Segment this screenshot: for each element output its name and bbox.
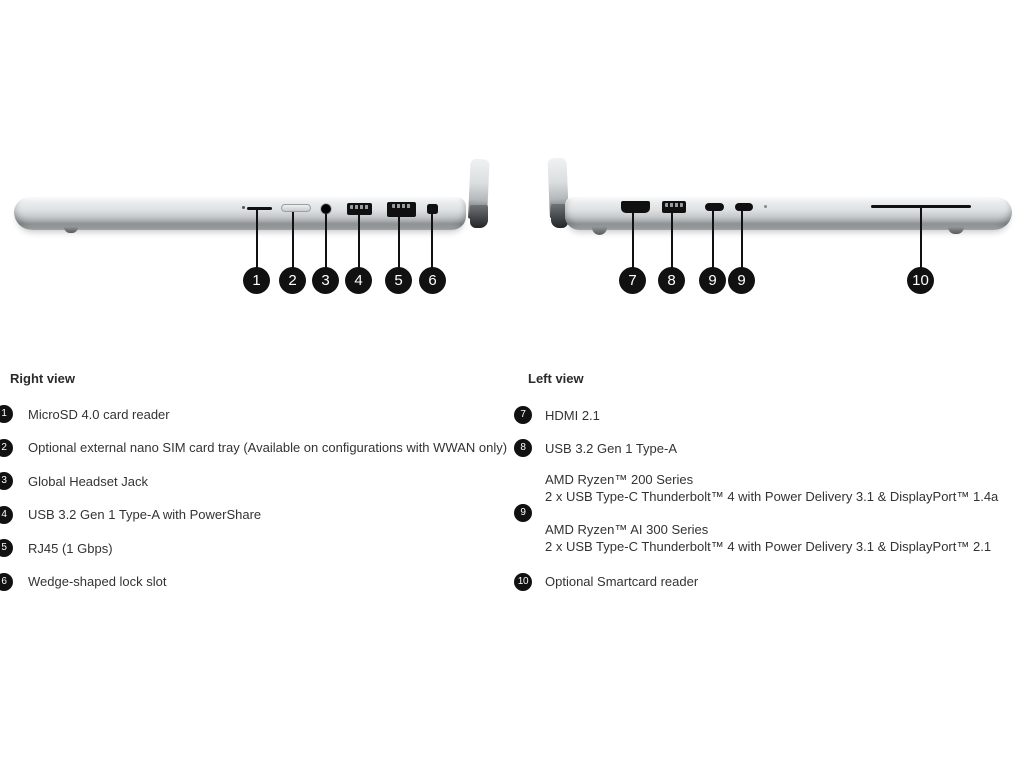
legend-item-6 [0, 573, 167, 591]
legend-item-10-badge: 10 [514, 573, 532, 591]
legend-item-3 [0, 472, 148, 490]
leader-line [325, 214, 327, 268]
legend-item-7-label: HDMI 2.1 [545, 407, 600, 423]
right-view-legend-title: Right view [10, 371, 76, 386]
legend-item-3-label: Global Headset Jack [28, 473, 148, 489]
indicator-dot [764, 205, 767, 208]
legend-item-4-label: USB 3.2 Gen 1 Type-A with PowerShare [28, 507, 262, 522]
spec-detail: 2 x USB Type-C Thunderbolt™ 4 with Power Delivery 3.1 & DisplayPort™ 1.4a [545, 488, 999, 504]
hdmi-port [621, 201, 650, 213]
usb-a-pins [665, 203, 683, 207]
callout-5 [385, 267, 412, 294]
legend-item-3-badge: 3 [0, 472, 13, 490]
callout-9a-number: 9 [708, 272, 717, 289]
legend-item-9-badge: 9 [514, 504, 532, 522]
usb-a-pins [350, 205, 369, 209]
callout-9a [699, 267, 726, 294]
leader-line [920, 208, 922, 268]
legend-item-1-label: MicroSD 4.0 card reader [28, 406, 170, 422]
legend-item-4 [0, 506, 261, 524]
leader-line [358, 215, 360, 268]
legend-item-6-label: Wedge-shaped lock slot [28, 574, 167, 589]
leader-line [292, 212, 294, 268]
callout-2-number: 2 [288, 272, 297, 289]
legend-item-4-badge: 4 [0, 506, 13, 524]
callout-4 [345, 267, 372, 294]
microsd-indicator-dot [242, 206, 245, 209]
leader-line [712, 211, 714, 268]
callout-7 [619, 267, 646, 294]
legend-item-10-label: Optional Smartcard reader [545, 574, 699, 589]
legend-item-1 [0, 405, 170, 423]
rubber-foot [948, 227, 964, 234]
legend-item-7 [514, 406, 600, 424]
rj45-pins [392, 204, 411, 208]
leader-line [671, 213, 673, 268]
usb-a-port [662, 201, 686, 213]
leader-line [431, 214, 433, 268]
sim-tray [281, 204, 311, 212]
callout-1 [243, 267, 270, 294]
callout-8 [658, 267, 685, 294]
callout-9b [728, 267, 755, 294]
callout-9b-number: 9 [737, 272, 746, 289]
callout-10 [907, 267, 934, 294]
callout-3 [312, 267, 339, 294]
legend-item-8 [514, 439, 677, 457]
legend-item-8-badge: 8 [514, 439, 532, 457]
headset-jack [321, 204, 331, 214]
usb-a-port [347, 203, 372, 215]
callout-3-number: 3 [321, 272, 330, 289]
usb-c-port [735, 203, 753, 211]
spec-group-ryzen-200 [545, 472, 998, 505]
leader-line [256, 210, 258, 268]
callout-1-number: 1 [252, 272, 261, 289]
rubber-foot [64, 227, 78, 233]
spec-title: AMD Ryzen™ 200 Series [545, 472, 694, 487]
leader-line [741, 211, 743, 268]
callout-10-number: 10 [912, 272, 929, 289]
legend-item-5-label: RJ45 (1 Gbps) [28, 540, 113, 556]
spec-group-ryzen-ai-300 [545, 522, 998, 555]
callout-8-number: 8 [667, 272, 676, 289]
legend-item-10 [514, 573, 698, 591]
left-view-legend-title: Left view [528, 371, 584, 386]
callout-5-number: 5 [394, 272, 403, 289]
callout-6-number: 6 [428, 272, 437, 289]
legend-item-8-label: USB 3.2 Gen 1 Type-A [545, 440, 677, 456]
rj45-port [387, 202, 416, 217]
rubber-foot [592, 227, 607, 235]
usb-c-port [705, 203, 724, 211]
legend-item-2-label: Optional external nano SIM card tray (Available on configurations with WWAN only) [28, 440, 508, 455]
callout-7-number: 7 [628, 272, 637, 289]
legend-item-2-badge: 2 [0, 439, 13, 457]
legend-item-6-badge: 6 [0, 573, 13, 591]
leader-line [632, 213, 634, 268]
hinge [470, 205, 488, 228]
leader-line [398, 217, 400, 268]
callout-6 [419, 267, 446, 294]
legend-item-9-specs [545, 472, 998, 555]
microsd-slot [247, 207, 272, 210]
legend-item-1-badge: 1 [0, 405, 13, 423]
legend-item-5-badge: 5 [0, 539, 13, 557]
legend-item-7-badge: 7 [514, 406, 532, 424]
callout-2 [279, 267, 306, 294]
lock-slot [427, 204, 438, 214]
callout-4-number: 4 [354, 272, 363, 289]
spec-title: AMD Ryzen™ AI 300 Series [545, 522, 709, 537]
legend-item-2 [0, 439, 507, 457]
legend-item-5 [0, 539, 113, 557]
spec-detail: 2 x USB Type-C Thunderbolt™ 4 with Power Delivery 3.1 & DisplayPort™ 2.1 [545, 538, 992, 554]
